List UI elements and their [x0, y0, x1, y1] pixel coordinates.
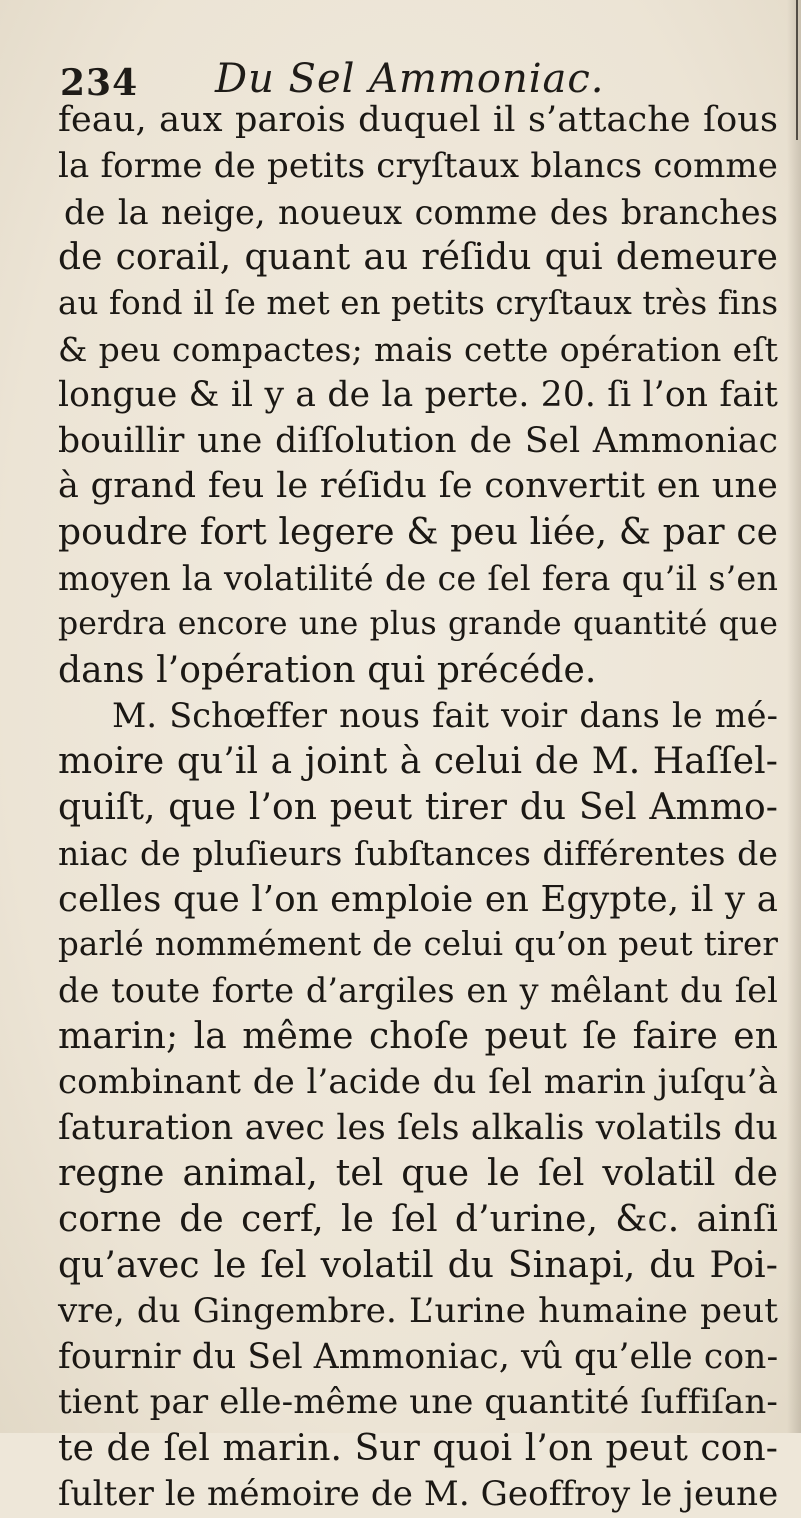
text-line: fournir du Sel Ammoniac, vû qu’elle con-	[58, 1336, 779, 1377]
text-line: poudre fort legere & peu liée, & par ce	[58, 512, 778, 554]
text-line: & peu compactes; mais cette opération eſt	[58, 329, 778, 369]
page-edge-shadow	[787, 0, 801, 1433]
text-line: combinant de l’acide du ſel marin juſqu’à	[58, 1061, 778, 1102]
paragraph-start-line: M. Schœffer nous fait voir dans le mé-	[112, 696, 778, 736]
text-line: ſulter le mémoire de M. Geoffroy le jeune	[58, 1473, 779, 1514]
text-line: perdra encore une plus grande quantité que	[58, 605, 778, 642]
text-line: quiſt, que l’on peut tirer du Sel Ammo-	[58, 786, 778, 828]
text-line: vre, du Gingembre. L’urine humaine peut	[58, 1290, 778, 1331]
text-line: bouillir une diſſolution de Sel Ammoniac	[58, 420, 778, 461]
text-line: regne animal, tel que le ſel volatil de	[58, 1153, 778, 1195]
text-line: moire qu’il a joint à celui de M. Haſſel-	[58, 741, 778, 783]
text-line: longue & il y a de la perte. 20. ſi l’on fait	[58, 374, 778, 415]
text-line: moyen la volatilité de ce ſel fera qu’il s’en	[58, 558, 778, 598]
text-line: qu’avec le ſel volatil du Sinapi, du Poi-	[58, 1244, 778, 1286]
text-line: tient par elle-même une quantité ſuffiſan-	[58, 1382, 778, 1423]
text-line: corne de cerf, le ſel d’urine, &c. ainſi	[58, 1199, 778, 1241]
text-line: ſaturation avec les ſels alkalis volatils du	[58, 1107, 778, 1148]
text-line: dans l’opération qui précéde.	[58, 649, 597, 691]
text-line: la forme de petits cryſtaux blancs comme	[58, 145, 778, 186]
text-line: au fond il ſe met en petits cryſtaux très fins	[58, 284, 779, 323]
text-line: niac de pluſieurs ſubſtances différentes de	[58, 833, 778, 873]
text-line: te de ſel marin. Sur quoi l’on peut con-	[58, 1428, 778, 1470]
text-line: de la neige, noueux comme des branches	[64, 192, 778, 232]
body-text	[58, 98, 778, 1518]
text-line: de corail, quant au réſidu qui demeure	[58, 237, 778, 279]
text-line: feau, aux parois duquel il s’attache ſous	[58, 100, 778, 140]
page-number: 234	[60, 62, 139, 104]
text-line: parlé nommément de celui qu’on peut tirer	[58, 925, 778, 964]
text-line: à grand feu le réſidu ſe convertit en une	[58, 466, 778, 507]
running-head: Du Sel Ammoniac.	[215, 56, 605, 102]
text-line: de toute forte d’argiles en y mêlant du ſel	[58, 971, 778, 1011]
text-line: marin; la même choſe peut ſe faire en	[58, 1015, 778, 1057]
text-line: celles que l’on emploie en Egypte, il y a	[58, 878, 778, 920]
